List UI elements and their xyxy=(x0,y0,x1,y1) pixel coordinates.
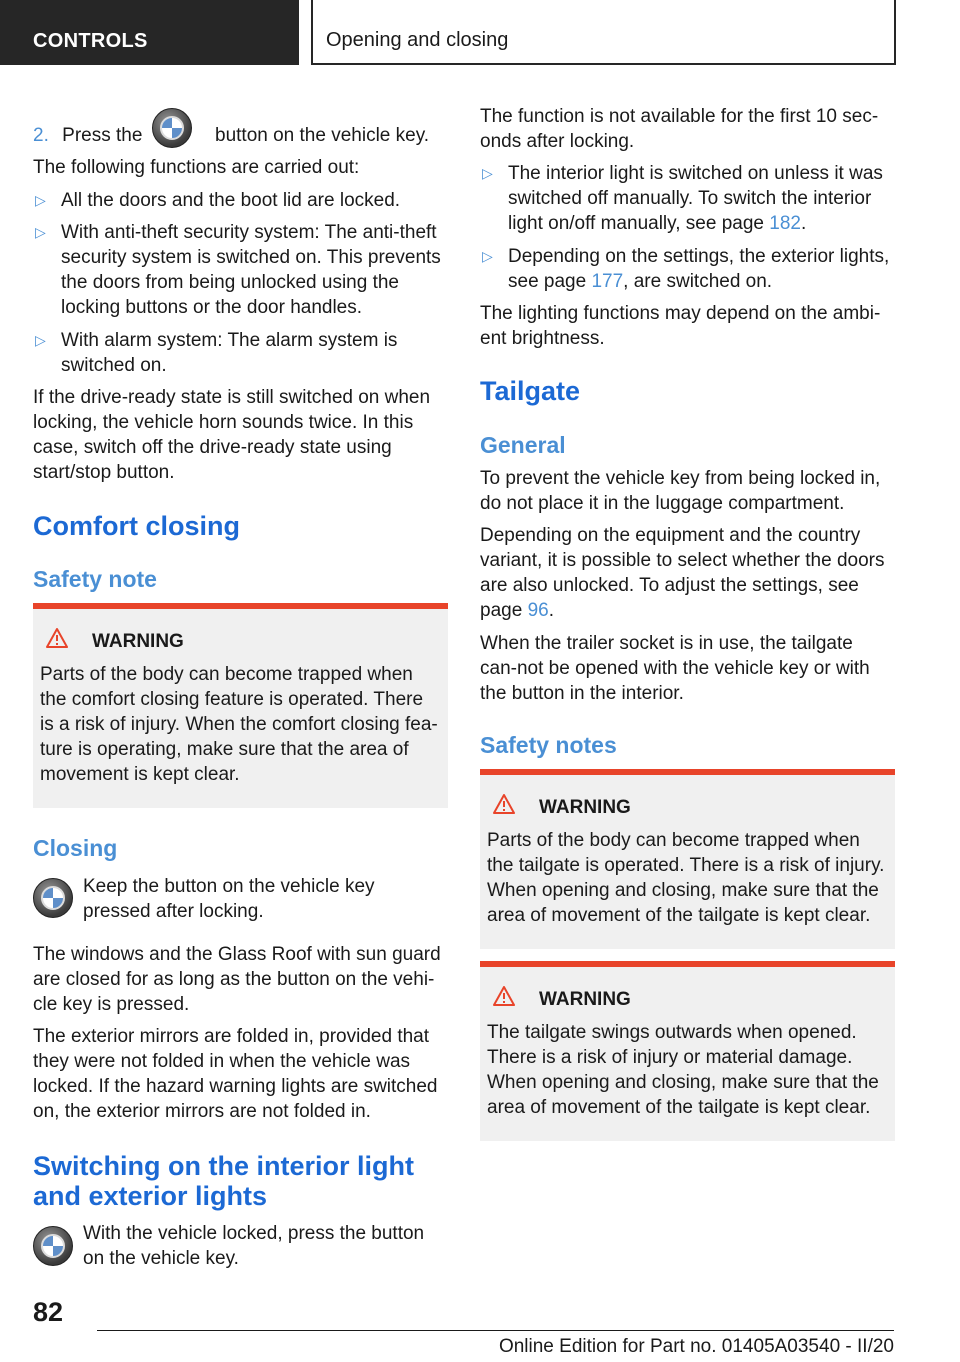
function-text: The function is not available for the first 10 sec-onds after locking. xyxy=(480,106,879,152)
warning-title: WARNING xyxy=(519,795,887,820)
chapter-title: Opening and closing xyxy=(326,29,509,51)
triangle-bullet-icon: ▷ xyxy=(482,248,493,264)
drive-ready-text: If the drive-ready state is still switched on when locking, the vehicle horn sounds twice. In this case, switch off the drive-ready state using start/stop button. xyxy=(33,387,431,483)
bmw-key-icon xyxy=(33,878,73,918)
page-number: 82 xyxy=(33,1297,64,1327)
step-text-pre: Press the xyxy=(62,125,143,146)
interior-text: With the vehicle locked, press the button on the vehicle key. xyxy=(83,1223,425,1269)
warning-triangle-icon xyxy=(493,985,515,1007)
section-title: CONTROLS xyxy=(33,30,148,52)
warning-triangle-icon xyxy=(493,793,515,815)
heading-comfort-closing: Comfort closing xyxy=(33,511,240,541)
depending-text: Depending on the equipment and the country variant, it is possible to select whether the doors are also unlocked. To adjust the settings, see page 96. xyxy=(480,525,885,621)
mirrors-text: The exterior mirrors are folded in, provided that they were not folded in when the vehicle was locked. If the hazard warning lights are switched on, the exterior mirrors are not folded in. xyxy=(33,1026,438,1122)
bmw-key-icon xyxy=(152,108,192,148)
general-text: To prevent the vehicle key from being locked in, do not place it in the luggage compartment. xyxy=(480,468,881,514)
triangle-bullet-icon: ▷ xyxy=(482,165,493,181)
warning-title: WARNING xyxy=(72,629,440,654)
bmw-key-icon xyxy=(33,1226,73,1266)
footer-divider xyxy=(97,1330,894,1331)
triangle-bullet-icon: ▷ xyxy=(35,192,46,208)
heading-general: General xyxy=(480,432,566,458)
page-link-182[interactable]: 182 xyxy=(769,213,801,234)
step-number: 2. xyxy=(33,125,49,146)
trailer-text: When the trailer socket is in use, the tailgate can-not be opened with the vehicle key or with the button in the interior. xyxy=(480,633,870,704)
bullet-item: ▷ With alarm system: The alarm system is switched on. xyxy=(35,330,398,376)
page-link-96[interactable]: 96 xyxy=(527,600,549,621)
chapter-tab xyxy=(311,0,896,65)
warning-title: WARNING xyxy=(519,987,887,1012)
lighting-text: The lighting functions may depend on the ambi-ent brightness. xyxy=(480,303,881,349)
triangle-bullet-icon: ▷ xyxy=(35,224,46,240)
edition-text: Online Edition for Part no. 01405A03540 - II/20 xyxy=(498,1336,894,1357)
warning-box xyxy=(33,603,448,808)
bullet-item: ▷ All the doors and the boot lid are locked. xyxy=(35,190,401,211)
heading-safety-note: Safety note xyxy=(33,566,157,592)
heading-closing: Closing xyxy=(33,835,118,861)
bullet-item: ▷ Depending on the settings, the exterior lights, see page 177, are switched on. xyxy=(482,246,890,292)
triangle-bullet-icon: ▷ xyxy=(35,332,46,348)
windows-text: The windows and the Glass Roof with sun guard are closed for as long as the button on the vehi-cle key is pressed. xyxy=(33,944,441,1015)
heading-interior-lights: Switching on the interior light and exterior lights xyxy=(33,1151,414,1211)
warning-box xyxy=(480,961,895,1141)
warning-triangle-icon xyxy=(46,627,68,649)
page-link-177[interactable]: 177 xyxy=(591,271,624,292)
heading-safety-notes: Safety notes xyxy=(480,732,617,758)
warning-text: Parts of the body can become trapped when the tailgate is operated. There is a risk of injury. When opening and closing, make sure that the area of movement of the tailgate is kept clear. xyxy=(487,830,885,926)
bullet-item: ▷ With anti-theft security system: The anti-theft security system is switched on. This prevents the doors from being unlocked using the locking buttons or the door handles. xyxy=(35,222,441,318)
step-text-post: button on the vehicle key. xyxy=(215,125,430,146)
section-tab xyxy=(0,0,299,65)
warning-text: Parts of the body can become trapped when the comfort closing feature is operated. There is a risk of injury. When the comfort closing fea-ture is operating, make sure that the area of movement is kept clear. xyxy=(40,664,438,785)
warning-text: The tailgate swings outwards when opened. There is a risk of injury or material damage. When opening and closing, make sure that the area of movement of the tailgate is kept clear. xyxy=(487,1022,879,1118)
heading-tailgate: Tailgate xyxy=(480,376,581,406)
closing-text: Keep the button on the vehicle key pressed after locking. xyxy=(83,876,375,922)
warning-box xyxy=(480,769,895,949)
following-text: The following functions are carried out: xyxy=(33,157,360,178)
bullet-item: ▷ The interior light is switched on unless it was switched off manually. To switch the interior light on/off manually, see page 182. xyxy=(482,163,883,234)
